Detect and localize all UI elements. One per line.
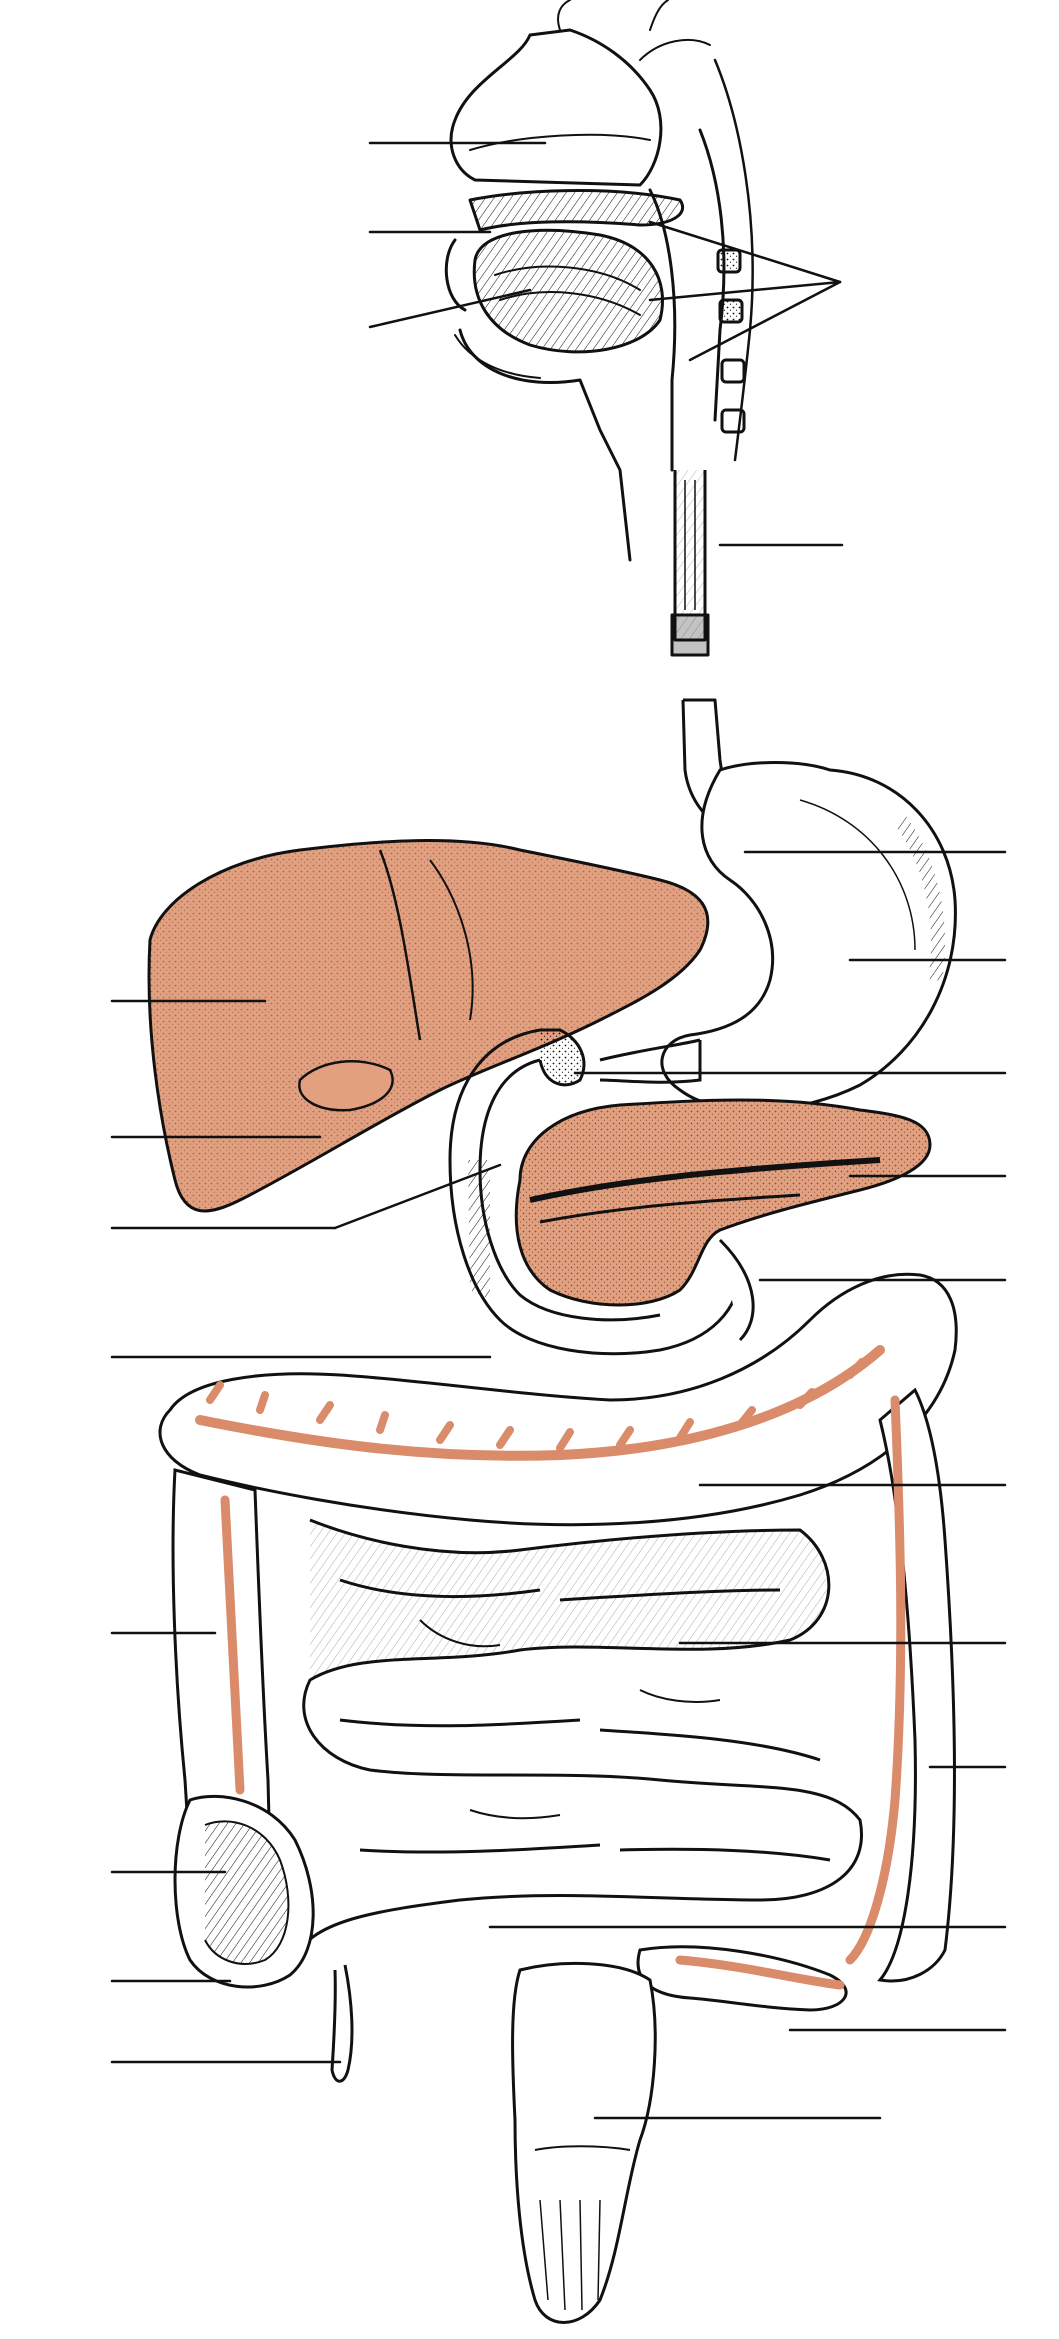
rectum-icon <box>513 1963 656 2322</box>
appendix-icon <box>332 1965 352 2081</box>
pharynx-icon <box>650 190 675 470</box>
leader-line-4 <box>650 222 840 282</box>
transverse-colon-icon <box>160 1274 956 1524</box>
palate-icon <box>470 191 683 230</box>
tongue-icon <box>474 230 662 352</box>
head-section <box>446 0 752 560</box>
descending-colon-icon <box>880 1390 954 1981</box>
nasal-cavity-icon <box>451 30 661 185</box>
